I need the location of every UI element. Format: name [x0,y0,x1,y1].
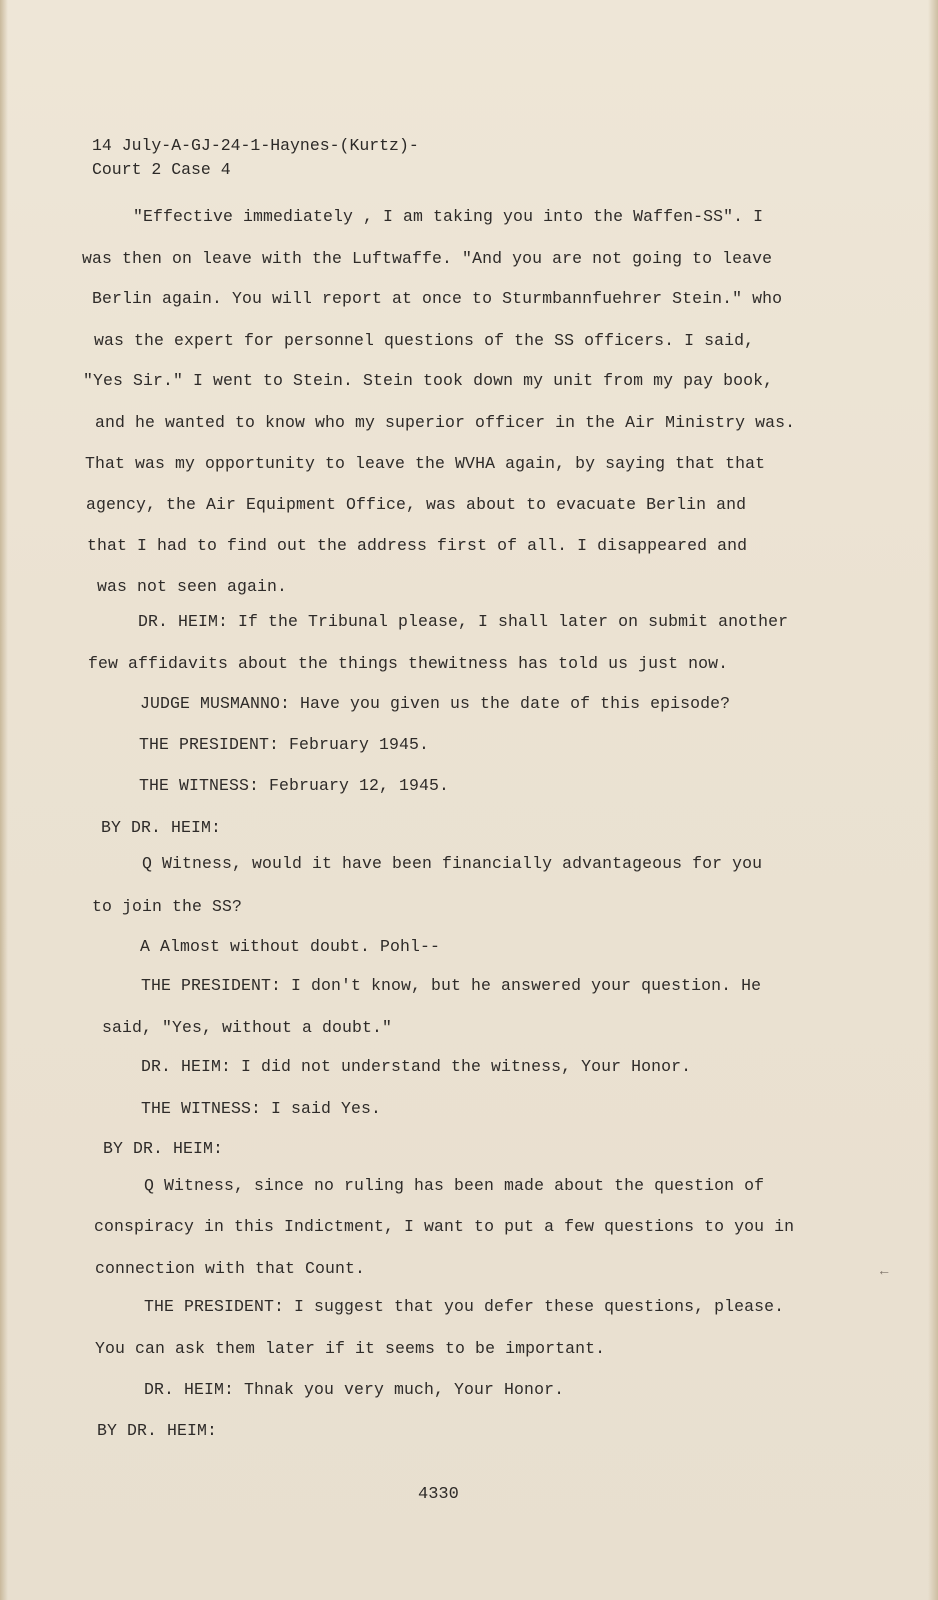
text-line: DR. HEIM: I did not understand the witness, Your Honor. [141,1057,692,1076]
page-edge-left [0,0,8,1600]
text-line: and he wanted to know who my superior officer in the Air Ministry was. [95,413,796,432]
text-line: was not seen again. [97,577,288,596]
text-line: "Effective immediately , I am taking you into the Waffen-SS". I [133,207,764,226]
text-line: Q Witness, since no ruling has been made about the question of [144,1176,765,1195]
text-line: Q Witness, would it have been financially advantageous for you [142,854,763,873]
text-line: JUDGE MUSMANNO: Have you given us the date of this episode? [140,694,731,713]
text-line: agency, the Air Equipment Office, was about to evacuate Berlin and [86,495,747,514]
header-line-2: Court 2 Case 4 [92,160,231,179]
page-edge-right [928,0,938,1600]
header-line-1: 14 July-A-GJ-24-1-Haynes-(Kurtz)- [92,136,419,155]
page-number: 4330 [418,1485,459,1504]
text-line: THE WITNESS: February 12, 1945. [139,776,450,795]
text-line: That was my opportunity to leave the WVHA again, by saying that that [85,454,766,473]
text-line: BY DR. HEIM: [103,1139,224,1158]
text-line: You can ask them later if it seems to be important. [95,1339,606,1358]
text-line: few affidavits about the things thewitness has told us just now. [88,654,729,673]
text-line: BY DR. HEIM: [101,818,222,837]
text-line: THE PRESIDENT: I don't know, but he answered your question. He [141,976,762,995]
text-line: DR. HEIM: If the Tribunal please, I shall later on submit another [138,612,789,631]
text-line: was the expert for personnel questions of the SS officers. I said, [94,331,755,350]
text-line: connection with that Count. [95,1259,366,1278]
text-line: said, "Yes, without a doubt." [102,1018,393,1037]
text-line: THE PRESIDENT: February 1945. [139,735,430,754]
text-line: DR. HEIM: Thnak you very much, Your Honor. [144,1380,565,1399]
text-line: that I had to find out the address first of all. I disappeared and [87,536,748,555]
document-header [92,134,419,182]
text-line: THE PRESIDENT: I suggest that you defer these questions, please. [144,1297,785,1316]
text-line: was then on leave with the Luftwaffe. "And you are not going to leave [82,249,773,268]
text-line: "Yes Sir." I went to Stein. Stein took down my unit from my pay book, [83,371,774,390]
text-line: A Almost without doubt. Pohl-- [140,937,441,956]
text-line: to join the SS? [92,897,243,916]
margin-tick-mark: ← [880,1264,889,1280]
text-line: Berlin again. You will report at once to Sturmbannfuehrer Stein." who [92,289,783,308]
text-line: BY DR. HEIM: [97,1421,218,1440]
text-line: THE WITNESS: I said Yes. [141,1099,382,1118]
text-line: conspiracy in this Indictment, I want to put a few questions to you in [94,1217,795,1236]
